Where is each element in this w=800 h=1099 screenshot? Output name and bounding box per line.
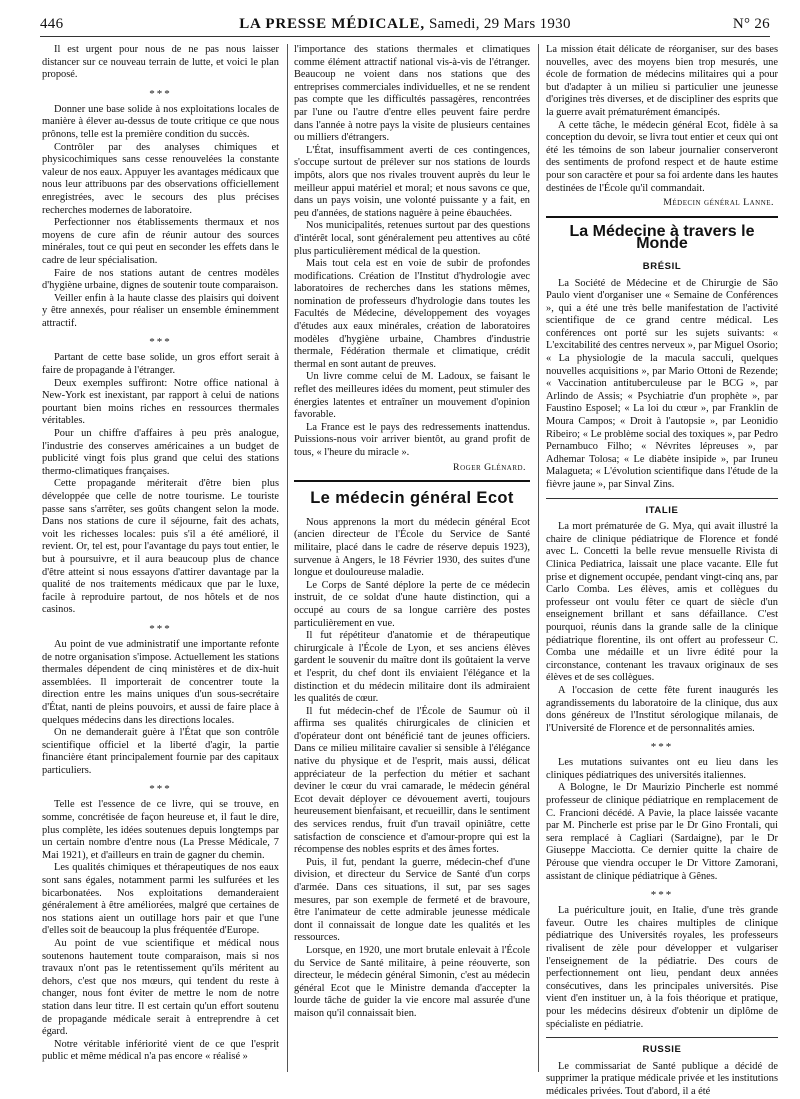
paragraph: Contrôler par des analyses chimiques et physicochimiques sans cesse renouvelées la constante valeur de nos eaux. Appuyer les avantages médicaux que nous leur attribuons par des observations officiellement enregistrées, avec le secours des plus précises recherches modernes de laboratoire. — [42, 141, 279, 216]
country-heading: BRÉSIL — [642, 260, 682, 272]
article-separator — [546, 216, 778, 218]
section-asterism: *** — [149, 336, 172, 349]
paragraph: La mort prématurée de G. Mya, qui avait illustré la chaire de clinique pédiatrique de Florence et fondé avec L. Concetti la belle revue mensuelle Rivista di Clinica Pediatrica, laissait une place vacante. Elle fut prise et dignement occupée, pendant vingt-cinq ans, par Carlo Comba. Les élèves, amis et collègues du professeur ont voulu fêter ce quart de siècle d'un enseignement brillant et sans défaillance. C'est pourquoi, réunis dans la grande salle de la clinique pédiatrique florentine, ils ont offert au professeur C. Comba une médaille et un livre édité pour la circonstance, contenant les travaux originaux de ses élèves et de ses collègues. — [546, 521, 778, 684]
paragraph: Un livre comme celui de M. Ladoux, se faisant le reflet des meilleures idées du moment, peut stimuler des énergies latentes et entraîner un mouvement d'opinion favorable. — [294, 371, 530, 421]
paragraph: Le commissariat de Santé publique a décidé de supprimer la pratique médicale privée et les institutions médicales privées. Tout d'abord, il a été — [546, 1060, 778, 1097]
signature-text: Roger Glénard. — [453, 461, 526, 473]
page-number: 446 — [40, 16, 64, 32]
paragraph: Nos municipalités, retenues surtout par des questions d'intérêt local, sont généralement peu attentives au côté plus particulièrement médical de la question. — [294, 220, 530, 257]
section-asterism: *** — [149, 87, 172, 100]
paragraph: La France est le pays des redressements inattendus. Puissions-nous voir arriver bientôt, au grand profit de tous, « l'heure du miracle ». — [294, 421, 530, 458]
author-signature — [546, 197, 778, 210]
paragraph: Nous apprenons la mort du médecin général Ecot (ancien directeur de l'École du Service de Santé militaire, placé dans le cadre de réserve depuis 1923), survenue à Angers, le 18 Février 1930, des suites d'une longue et douloureuse maladie. — [294, 516, 530, 579]
author-signature — [294, 462, 530, 475]
paragraph: Veiller enfin à la haute classe des plaisirs qui doivent y être annexés, pour réaliser un ensemble éminemment attractif. — [42, 292, 279, 329]
paragraph: Il fut médecin-chef de l'École de Saumur où il affirma ses qualités chirurgicales de clinicien et d'opérateur dont ont bénéficié tant de jeunes officiers. Dans ce milieu militaire cavalier si sensible à l'élégance native du physique et de l'esprit, mais aussi, délicat appréciateur de la perfection du métier et sachant deviner le cœur du vrai camarade, le médecin général Ecot devait déployer ce dévouement averti, toujours heureusement bienfaisant, et recueillir, dans le sentiment des services rendus, fruit d'un travail opiniâtre, cette satisfaction de conscience et d'amour-propre qui est la récompense des nobles esprits et des âmes fortes. — [294, 705, 530, 856]
section-separator — [546, 1037, 778, 1038]
country-heading: RUSSIE — [642, 1044, 682, 1056]
paragraph: Lorsque, en 1920, une mort brutale enlevait à l'École du Service de Santé militaire, à peine réouverte, son directeur, le médecin général Simonin, c'est au médecin général Ecot que le Ministre demanda d'accepter la lourde tâche de guider la vie encore mal assurée d'une maison qu'il connaissait bien. — [294, 944, 530, 1019]
paragraph: Pour un chiffre d'affaires à peu près analogue, l'industrie des conserves américaines a un budget de publicité vingt fois plus grand que celui des stations thermo-climatiques françaises. — [42, 428, 279, 477]
paragraph: Perfectionner nos établissements thermaux et nos moyens de cure afin de réunir autour des sources minérales, tout ce qui peut en seconder les effets dans le cadre de leur spécialisation. — [42, 217, 279, 266]
paragraph: La Société de Médecine et de Chirurgie de São Paulo vient d'organiser une « Semaine de Conférences », qui a été une très belle manifestation de l'activité scientifique de ce grand centre médical. Les conférences ont porté sur les sujets suivants: « L'excitabilité des centres nerveux », par Miguel Osorio; « La physiologie de la macula sacculi, quelques nouvelles acquisitions », par Mario Ottoni de Rezende; « Vaccination antituberculeuse par le BCG », par Arlindo de Assis; « Psychiatrie d'un prophète », par Faustino Esposel; « La loi du cœur », par Franklin de Moura Campos; « Droit à l'autopsie », par Leonidio Ribeiro; « Le problème social des toxiques », par Pedro Pernambuco Filho; « Névrites lépreuses », par Adhemar Tolosa; « Le diabète insipide », par Iruneu Malagueta; « L'évolution scientifique dans l'étude de la fièvre jaune », par Sinval Zins. — [546, 277, 778, 490]
paragraph: Partant de cette base solide, un gros effort serait à faire de propagande à l'étranger. — [42, 352, 279, 377]
paragraph: La puériculture jouit, en Italie, d'une très grande faveur. Outre les chaires multiples de clinique pédiatrique des Universités royales, les professeurs rivalisent de zèle pour développer et vulgariser l'enseignement de la pédiatrie. Des cours de perfectionnement ont lieu, pendant deux années consécutives, dans les principales universités. Pise vient d'en instituer un, à la fois théorique et pratique, pour les médecins désireux d'obtenir un diplôme de spécialiste en pédiatrie. — [546, 905, 778, 1030]
column-right — [546, 44, 778, 1097]
paragraph: Cette propagande mériterait d'être bien plus développée que celle de notre tourisme. Le touriste passe sans s'arrêter, ses goûts changent selon la mode. Dans nos stations de cure il séjourne, fait des achats, voit les richesses locales: puis s'il a été amélioré, il revient. Or, tel est, pour l'avantage du pays tout entier, le but à poursuivre, et il aura beaucoup plus de chance d'être atteint si nous essayons d'attirer davantage par la qualité de nos traitements médicaux que par le luxe, facile à reproduire partout, de nos hôtels et de nos casinos. — [42, 478, 279, 616]
section-asterism: *** — [149, 783, 172, 796]
section-asterism: *** — [650, 741, 674, 754]
column-divider — [287, 44, 288, 1072]
paragraph: Mais tout cela est en voie de subir de profondes modifications. Création de l'Institut d'hydrologie avec laboratoires de recherches dans les stations mêmes, nomination de professeurs d'hydrologie dans toutes les Facultés de Médecine, développement des voyages d'études aux eaux minérales, création de laboratoires modèles d'hygiène urbaine, Chambres d'industrie thermale, Fédération thermale et climatique, crédit thermal en sont autant de preuves. — [294, 258, 530, 370]
paragraph: l'importance des stations thermales et climatiques comme élément attractif national vis-à-vis de l'étranger. Beaucoup ne voient dans nos stations que des entreprises commerciales individuelles, et ne se rendent pas compte que les difficultés passagères, rencontrées par l'une ou l'autre d'entre elles peuvent faire perdre dans l'année à notre pays la visite de plusieurs centaines ou milliers d'étrangers. — [294, 44, 530, 144]
paragraph: On ne demanderait guère à l'État que son contrôle scientifique officiel et la liberté d'agir, la partie financière étant principalement fournie par des capitaux particuliers. — [42, 727, 279, 776]
signature-text: Médecin général Lanne. — [663, 197, 774, 209]
paragraph: Telle est l'essence de ce livre, qui se trouve, en somme, concrétisée de façon heureuse et, il faut le dire, plus complète, les idées soutenues depuis longtemps par un certain nombre d'entre nous (La Presse Médicale, 7 Mai 1921), et d'ailleurs en train de gagner du chemin. — [42, 799, 279, 861]
masthead: LA PRESSE MÉDICALE, — [239, 16, 425, 32]
paragraph: Le Corps de Santé déplore la perte de ce médecin instruit, de ce soldat d'une haute distinction, qui a occupé au cours de sa longue carrière des postes particulièrement en vue. — [294, 579, 530, 629]
column-middle — [294, 44, 530, 1076]
paragraph: Les mutations suivantes ont eu lieu dans les cliniques pédiatriques des universités italiennes. — [546, 757, 778, 781]
column-left — [42, 44, 279, 1076]
issue-date: Samedi, 29 Mars 1930 — [428, 16, 571, 32]
section-asterism: *** — [149, 622, 172, 635]
column-divider — [538, 44, 539, 1072]
header-rule — [40, 36, 770, 37]
article-title: Le médecin général Ecot — [310, 489, 514, 508]
paragraph: Puis, il fut, pendant la guerre, médecin-chef d'une division, et directeur du Service de Santé d'un corps d'armée. Dans ces situations, il sut, par ses sages mesures, par son exemple de fermeté et de bravoure, être l'animateur de cette admirable jeunesse médicale dont il connaissait de longue date les qualités et les ressources. — [294, 856, 530, 944]
paragraph: Les qualités chimiques et thérapeutiques de nos eaux sont sans égales, notamment parmi les sulfurées et les bicarbonatées. Nos exploitations demanderaient généralement à être améliorées, malgré que certaines de nos stations aient un outillage hors pair et que l'une d'elles soit de beaucoup la plus fréquentée d'Europe. — [42, 862, 279, 937]
paragraph: Deux exemples suffiront: Notre office national à New-York est inexistant, par rapport à celui de nations pourtant bien moins riches en ressources thermales véritables. — [42, 377, 279, 427]
paragraph: Notre véritable infériorité vient de ce que l'esprit public et même médical n'a pas encore « réalisé » — [42, 1038, 279, 1063]
paragraph: A cette tâche, le médecin général Ecot, fidèle à sa conception du devoir, se livra tout entier et ceux qui ont été les témoins de son labeur journalier conserveront des sentiments de profond respect et de haute estime pour son caractère et pour sa foi ardente dans les hautes destinées de l'École qu'il commandait. — [546, 119, 778, 194]
paragraph: Il est urgent pour nous de ne pas nous laisser distancer sur ce nouveau terrain de lutte, et voici le plan proposé. — [42, 44, 279, 81]
paragraph: Il fut répétiteur d'anatomie et de thérapeutique chirurgicale à l'École de Lyon, et ses anciens élèves gardent le souvenir du maître dont ils goûtaient la verve et l'esprit, du chef dont ils enviaient l'élégance et la distinction et du médecin militaire dont ils admiraient les qualités de cœur. — [294, 630, 530, 705]
section-rubric: La Médecine à travers le Monde — [569, 222, 755, 253]
paragraph: L'État, insuffisamment averti de ces contingences, s'occupe surtout de prélever sur nos stations de lourds impôts, alors que nos rivales trouvent auprès du leur le meilleur appui matériel et moral; et nous savons ce que, dans un pays voisin, une volonté puissante y a fait, en peu d'années, de stations naguère à peine ébauchées. — [294, 144, 530, 219]
journal-title — [40, 16, 770, 33]
article-separator — [294, 480, 530, 482]
country-heading: ITALIE — [645, 504, 679, 516]
paragraph: A l'occasion de cette fête furent inaugurés les agrandissements du laboratoire de la clinique, dus aux dons généreux de l'Institut sérologique milanais, de l'Université de Florence et de personnalités amies. — [546, 684, 778, 734]
paragraph: A Bologne, le Dr Maurizio Pincherle est nommé professeur de clinique pédiatrique en remplacement de C. Francioni décédé. A Pavie, la place laissée vacante par M. Pincherle est prise par le Dr Gino Frontali, qui sera remplacé à Cagliari (Sardaigne), par le Dr Giuseppe Macciotta. Ce dernier quitte la chaire de Pérouse que viendra occuper le Dr Vittore Zamorani, assistant de clinique pédiatrique à Gênes. — [546, 782, 778, 882]
paragraph: Au point de vue administratif une importante refonte de notre organisation s'impose. Actuellement les stations thermales dépendent de cinq ministères et de dix-huit assemblées. Il importerait de concentrer toute la direction entre les mains uniques d'un sous-secrétaire d'État, nanti de pleins pouvoirs, et aussi de faire place à quelques médecins dans les directions locales. — [42, 638, 279, 726]
issue-number: N° 26 — [732, 16, 770, 32]
page-header — [40, 8, 770, 32]
paragraph: Au point de vue scientifique et médical nous soutenons hautement toute comparaison, mais si nos travaux n'ont pas le retentissement qu'ils méritent au dehors, c'est que nos mœurs, qui tendent du reste à changer, nous font éviter de mettre le nom de notre station dans leur titre. Il est certain qu'un effort soutenu de propagande médicale serait à entreprendre à cet égard. — [42, 938, 279, 1038]
paragraph: Faire de nos stations autant de centres modèles d'hygiène urbaine, dignes de soutenir toute comparaison. — [42, 267, 279, 292]
paragraph: Donner une base solide à nos exploitations locales de manière à élever au-dessus de toute critique ce que nous prônons, telle est la première condition du succès. — [42, 103, 279, 140]
section-asterism: *** — [650, 889, 674, 902]
paragraph: La mission était délicate de réorganiser, sur des bases nouvelles, avec des moyens bien trop mesurés, une école de formation de médecins militaires qui a pour but d'adapter à un milieu si particulier une jeunesse d'origines très diverses, et de discipliner des esprits que la guerre avait prématurément émancipés. — [546, 44, 778, 118]
section-separator — [546, 498, 778, 499]
